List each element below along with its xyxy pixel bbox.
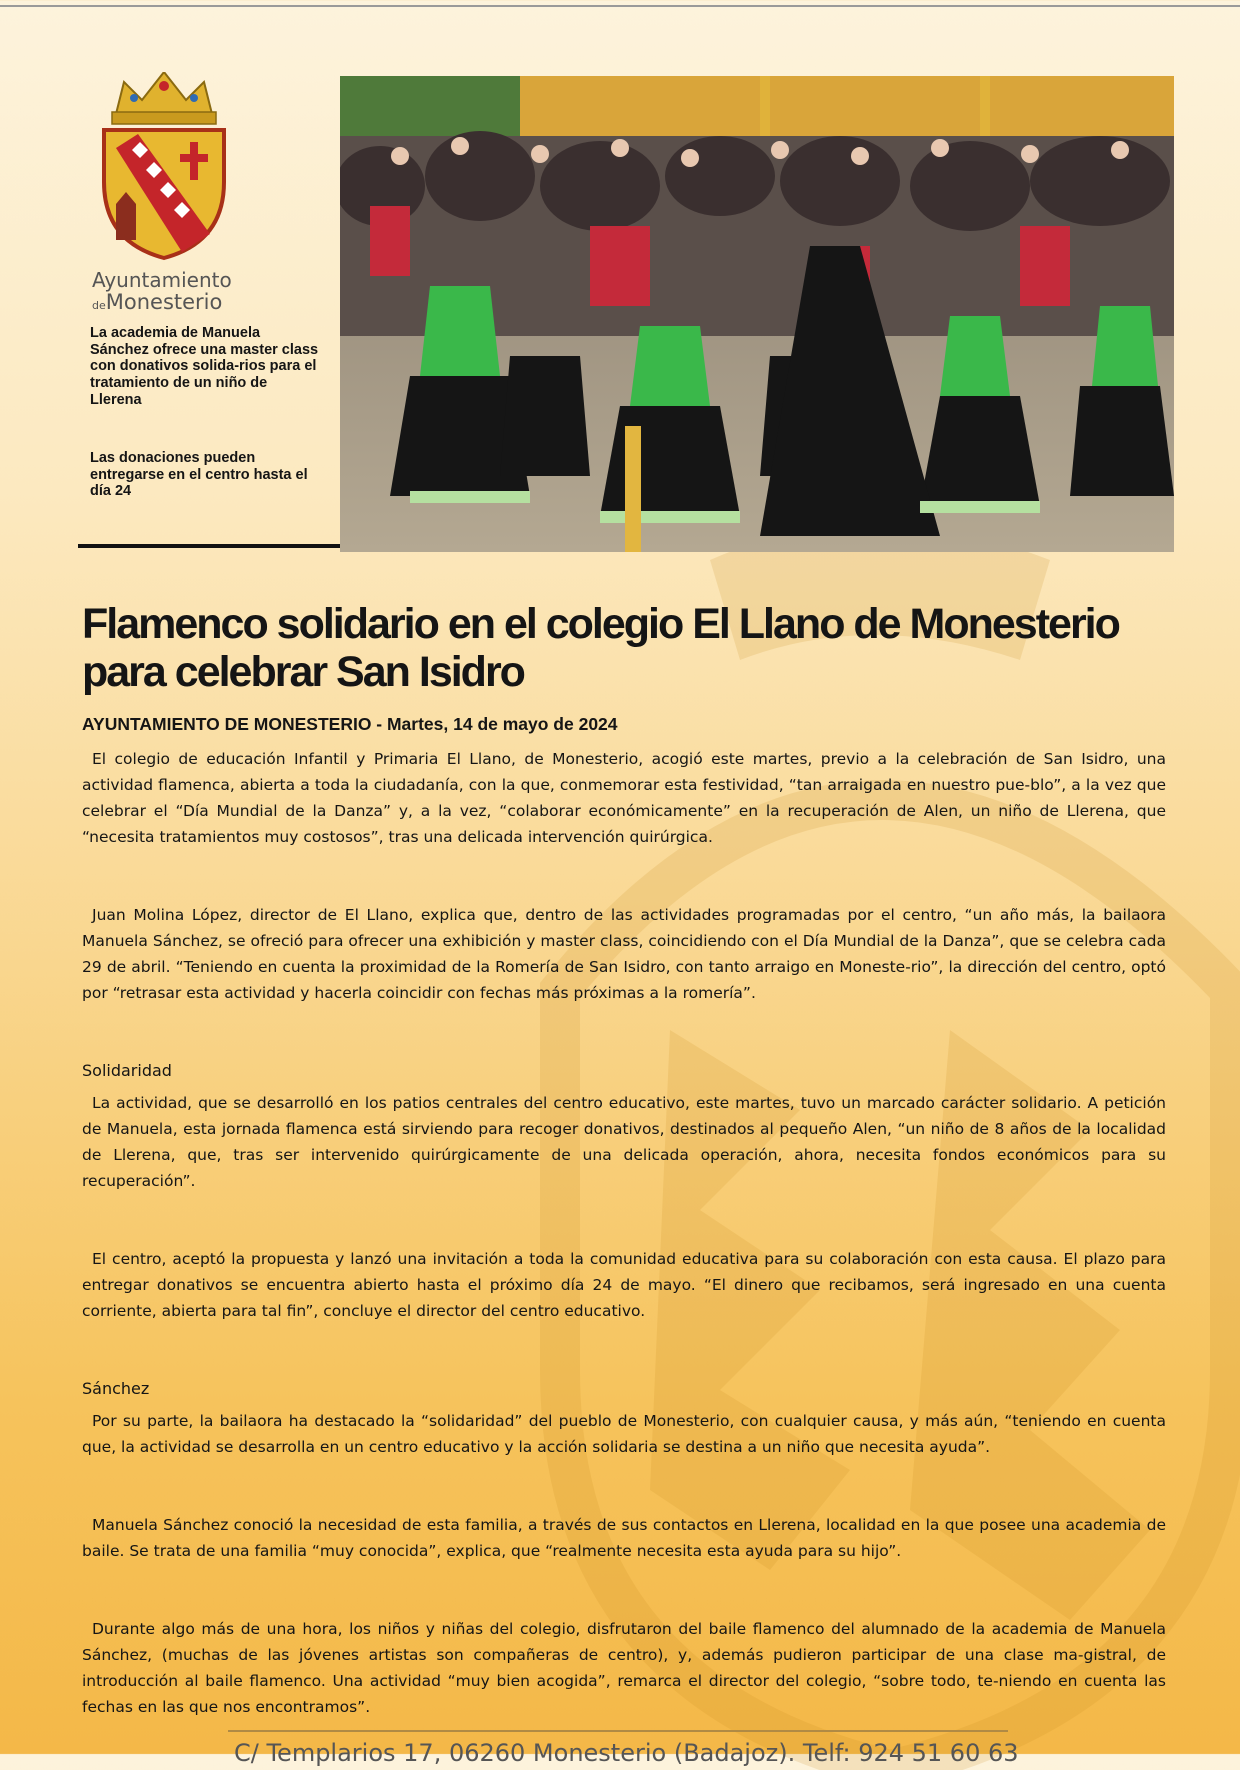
article-body (82, 746, 1166, 1720)
flamenco-dancers-photo (340, 76, 1174, 552)
section-heading: Sánchez (82, 1379, 150, 1398)
article-paragraph: Manuela Sánchez conoció la necesidad de esta familia, a través de sus contactos en Llerena, localidad en la que posee una academia de baile. Se trata de una familia “muy conocida”, explica, que “realmente necesita esta ayuda para su hijo”. (82, 1516, 1166, 1560)
top-rule (0, 5, 1240, 7)
article-paragraph: Juan Molina López, director de El Llano, explica que, dentro de las actividades programadas por el centro, “un año más, la bailaora Manuela Sánchez, se ofreció para ofrecer una exhibición y master class, coincidiendo con el Día Mundial de la Danza”, que se celebra cada 29 de abril. “Teniendo en cuenta la proximidad de la Romería de San Isidro, con tanto arraigo en Moneste-rio”, la dirección del centro, optó por “retrasar esta actividad y hacerla coincidir con fechas más próximas a la romería”. (82, 906, 1166, 1002)
org-name-line2: Monesterio (105, 290, 223, 314)
article-paragraph: El centro, aceptó la propuesta y lanzó una invitación a toda la comunidad educativa para su colaboración con esta causa. El plazo para entregar donativos se encuentra abierto hasta el próximo día 24 de mayo. “El dinero que recibamos, será ingresado en una cuenta corriente, abierta para tal fin”, concluye el director del centro educativo. (82, 1250, 1166, 1320)
organization-name (92, 270, 272, 313)
article-paragraph: La actividad, que se desarrolló en los patios centrales del centro educativo, este martes, tuvo un marcado carácter solidario. A petición de Manuela, esta jornada flamenca está sirviendo para recoger donativos, destinados al pequeño Alen, “un niño de 8 años de la localidad de Llerena, que, tras ser intervenido quirúrgicamente de una delicada operación, ahora, necesita fondos económicos para su recuperación”. (82, 1094, 1166, 1190)
article-headline: Flamenco solidario en el colegio El Llano de Monesterio para celebrar San Isidro (82, 600, 1119, 697)
article-byline: AYUNTAMIENTO DE MONESTERIO - Martes, 14 de mayo de 2024 (82, 714, 618, 734)
summary-subhead: La academia de Manuela Sánchez ofrece una master class con donativos solida-rios para el tratamiento de un niño de Llerena (90, 325, 319, 408)
article-paragraph: Por su parte, la bailaora ha destacado la “solidaridad” del pueblo de Monesterio, con cualquier causa, y más aún, “teniendo en cuenta que, la actividad se desarrolla en un centro educativo y la acción solidaria se destina a un niño que necesita ayuda”. (82, 1412, 1166, 1456)
footer-address: C/ Templarios 17, 06260 Monesterio (Badajoz). Telf: 924 51 60 63 (234, 1739, 1019, 1767)
org-name-line1: Ayuntamiento (92, 268, 232, 292)
section-heading: Solidaridad (82, 1061, 172, 1080)
sidebar-rule (78, 544, 340, 548)
org-name-prefix: de (92, 299, 106, 312)
article-paragraph: Durante algo más de una hora, los niños y niñas del colegio, disfrutaron del baile flamenco del alumnado de la academia de Manuela Sánchez, (muchas de las jóvenes artistas son compañeras de centro), y, además pudieron participar de una clase ma-gistral, de introducción al baile flamenco. Una actividad “muy bien acogida”, remarca el director del colegio, “sobre todo, te-niendo en cuenta las fechas en las que nos encontramos”. (82, 1620, 1166, 1716)
footer-rule (228, 1730, 1008, 1732)
coat-of-arms-logo (94, 72, 234, 262)
summary-subhead: Las donaciones pueden entregarse en el centro hasta el día 24 (90, 450, 308, 500)
article-paragraph: El colegio de educación Infantil y Primaria El Llano, de Monesterio, acogió este martes, previo a la celebración de San Isidro, una actividad flamenca, abierta a toda la ciudadanía, con la que, conmemorar esta festividad, “tan arraigada en nuestro pue-blo”, a la vez que celebrar el “Día Mundial de la Danza” y, a la vez, “colaborar económicamente” en la recuperación de Alen, un niño de Llerena, que “necesita tratamientos muy costosos”, tras una delicada intervención quirúrgica. (82, 750, 1166, 846)
